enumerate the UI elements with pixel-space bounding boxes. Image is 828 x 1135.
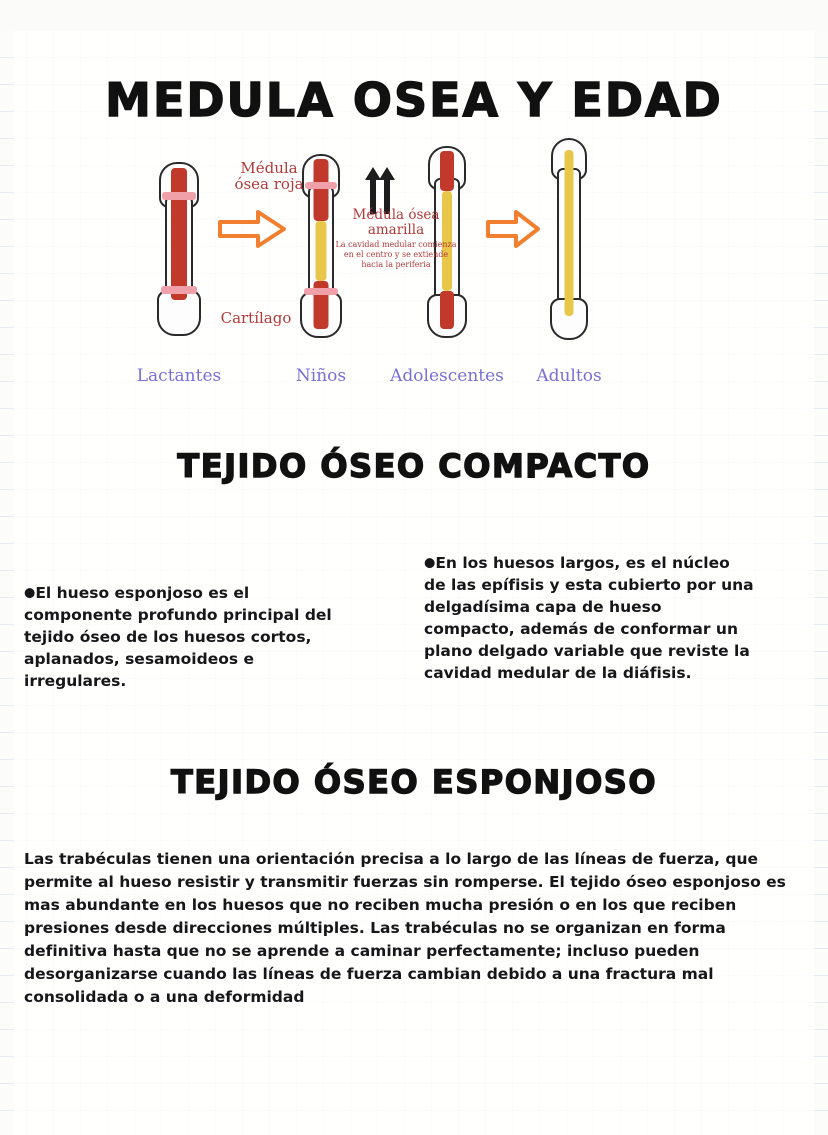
column-left — [24, 536, 354, 708]
paragraph-left — [24, 582, 354, 693]
cartilage-band-top — [162, 192, 196, 200]
paragraph-esponjoso: Las trabéculas tienen una orientación precisa a lo largo de las líneas de fuerza, que permite al hueso resistir y transmitir fuerzas sin romperse. El tejido óseo esponjoso es mas abundante en los huesos que no reciben mucha presión o en los que reciben presiones desde direcciones múltiples. Las trabéculas no se organizan en forma definitiva hasta que no se aprende a caminar perfectamente; incluso pueden desorganizarse cuando las líneas de fuerza cambian debido a una fractura mal consolidada o a una deformidad — [24, 850, 786, 1007]
cartilage-band-bottom — [304, 288, 338, 295]
label-red-marrow-line1: Médula — [240, 158, 298, 177]
bullet-icon: ● — [424, 555, 436, 571]
label-red-marrow-line2: ósea roja — [234, 175, 304, 194]
paragraph-right-text: En los huesos largos, es el núcleo de las epífisis y esta cubierto por una delgadísima capa de hueso compacto, además de conformar un plano delgado variable que reviste la cavidad medular de la diáfisis. — [424, 553, 754, 683]
section-heading-compacto: TEJIDO ÓSEO COMPACTO — [177, 446, 651, 485]
red-marrow-region — [440, 151, 454, 191]
yellow-marrow-region — [316, 221, 327, 281]
page-title: MEDULA OSEA Y EDAD — [105, 72, 723, 127]
label-yellow-marrow-note: La cavidad medular comienza en el centro y se extiende hacia la periferia — [335, 239, 457, 269]
paragraph-right — [424, 552, 754, 685]
arrow-right-icon-2 — [486, 208, 542, 250]
section-heading-esponjoso: TEJIDO ÓSEO ESPONJOSO — [170, 762, 658, 801]
age-label-adolescentes: Adolescentes — [390, 365, 504, 386]
bone-adult — [534, 138, 604, 344]
paragraph-left-text: El hueso esponjoso es el componente profundo principal del tejido óseo de los huesos cortos, aplanados, sesamoideos e irregulares. — [24, 583, 332, 691]
compact-bone-columns — [0, 510, 828, 708]
yellow-marrow-region — [565, 150, 574, 316]
label-red-marrow — [214, 160, 324, 194]
red-marrow-region — [171, 168, 187, 300]
arrow-right-icon-1 — [218, 208, 288, 250]
bullet-icon: ● — [24, 585, 36, 601]
label-yellow-marrow-line2: amarilla — [367, 221, 425, 238]
label-cartilage: Cartílago — [220, 308, 292, 327]
label-yellow-marrow-line1: Médula ósea — [352, 206, 440, 223]
age-label-lactantes: Lactantes — [136, 365, 222, 386]
document-content — [0, 31, 828, 1135]
age-label-ninos: Niños — [295, 365, 347, 386]
column-right — [424, 536, 754, 708]
bone-marrow-age-diagram — [134, 156, 694, 386]
red-marrow-region-distal — [440, 291, 454, 329]
cartilage-band-bottom — [161, 286, 197, 294]
age-label-adultos: Adultos — [536, 365, 602, 386]
label-yellow-marrow — [334, 208, 458, 270]
